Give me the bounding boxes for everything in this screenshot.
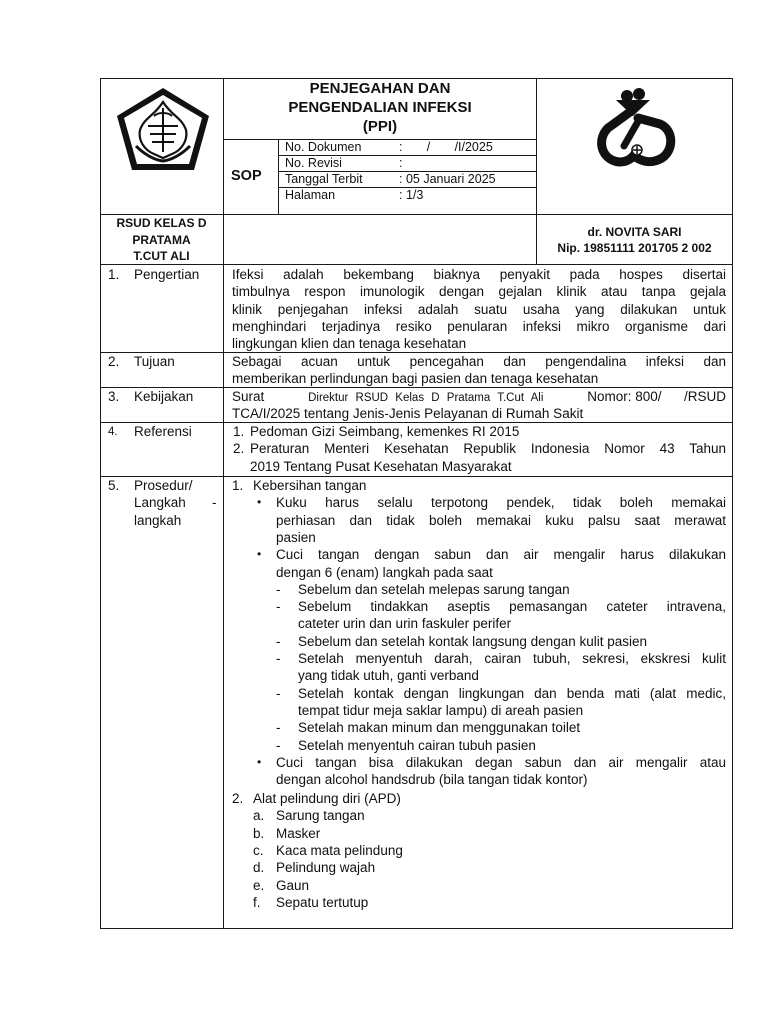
dash-icon: - xyxy=(276,599,281,615)
list-item: Masker xyxy=(276,825,321,841)
dash-icon: - xyxy=(276,737,281,753)
section-number: 3. xyxy=(108,389,120,404)
list-item: Gaun xyxy=(276,877,310,893)
tanggal-label: Tanggal Terbit xyxy=(285,172,363,186)
list-number: 2. xyxy=(232,791,244,806)
list-item: Alat pelindung diri (APD) xyxy=(253,791,401,806)
signer-nip: Nip. 19851111 201705 2 002 xyxy=(557,241,712,255)
halaman-value: : 1/3 xyxy=(399,188,424,202)
dash-icon: - xyxy=(276,633,281,649)
signer-block xyxy=(537,224,732,256)
sop-label: SOP xyxy=(231,168,262,184)
doc-no-label: No. Dokumen xyxy=(285,140,362,154)
section-number: 4. xyxy=(108,426,118,438)
revisi-label: No. Revisi xyxy=(285,156,342,170)
section-label: Kebijakan xyxy=(134,389,194,404)
section-number: 2. xyxy=(108,354,120,369)
regional-emblem-icon xyxy=(114,86,212,172)
dash-icon: - xyxy=(276,651,281,666)
hospital-name: RSUD KELAS D PRATAMA T.CUT ALI xyxy=(116,216,207,263)
hospital-logo-icon xyxy=(594,88,680,170)
list-item: Kaca mata pelindung xyxy=(276,842,403,858)
list-item: Sepatu tertutup xyxy=(276,894,369,910)
list-number: 1. xyxy=(232,478,244,493)
section-label: Tujuan xyxy=(134,354,175,369)
dash-icon: - xyxy=(276,581,281,597)
document-title: PENJEGAHAN DAN PENGENDALIAN INFEKSI (PPI) xyxy=(288,80,472,135)
dash-icon: - xyxy=(276,685,281,701)
section-number: 1. xyxy=(108,267,120,282)
list-item: Sarung tangan xyxy=(276,808,365,824)
section-label: Pengertian xyxy=(134,267,200,282)
bullet-icon: • xyxy=(257,754,262,769)
section-number: 5. xyxy=(108,478,120,493)
dash-icon: - xyxy=(276,720,281,736)
section-label: Referensi xyxy=(134,424,192,439)
list-item: Kebersihan tangan xyxy=(253,478,367,493)
bullet-icon: • xyxy=(257,547,262,562)
signer-name: dr. NOVITA SARI xyxy=(587,225,682,239)
revisi-value: : xyxy=(399,156,403,170)
bullet-icon: • xyxy=(257,495,262,510)
tanggal-value: : 05 Januari 2025 xyxy=(399,172,496,186)
halaman-label: Halaman xyxy=(285,188,336,202)
list-item: Pelindung wajah xyxy=(276,860,376,876)
doc-no-value: : / /I/2025 xyxy=(399,140,493,154)
